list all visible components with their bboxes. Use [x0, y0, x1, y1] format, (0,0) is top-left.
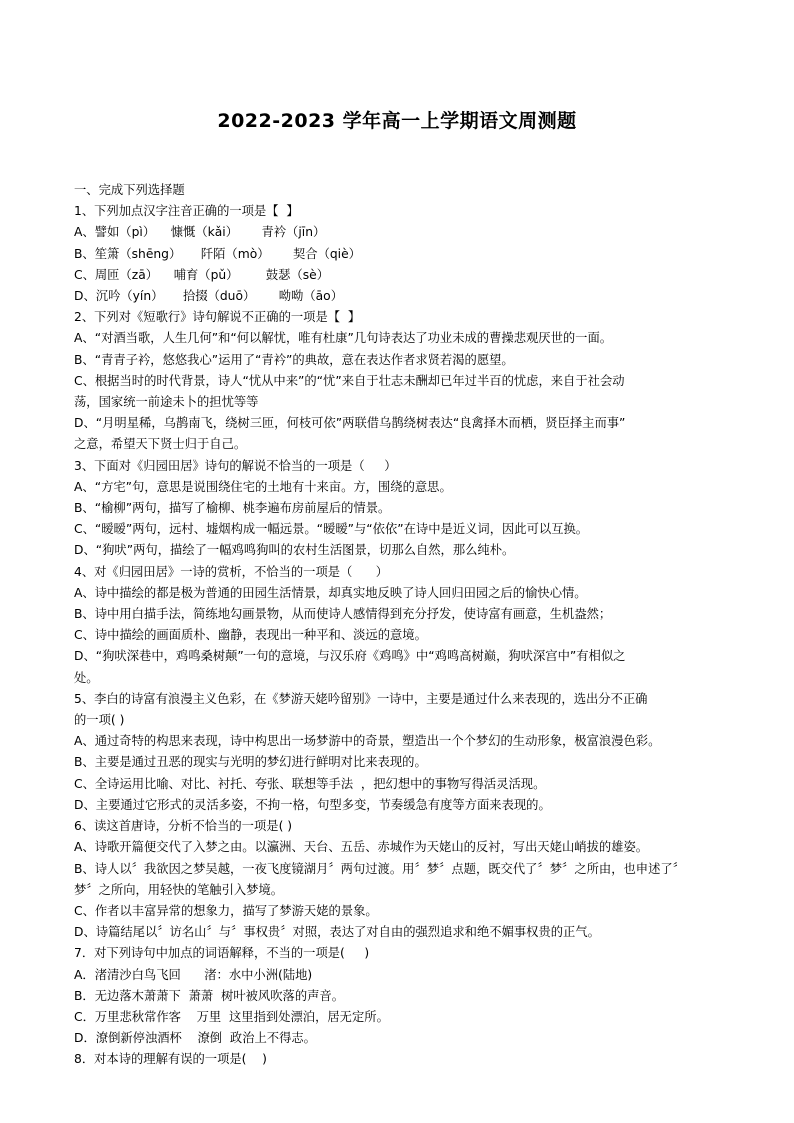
option-line: D、诗篇结尾以〞访名山〞与〞事权贵〞对照，表达了对自由的强烈追求和绝不媚事权贵的正气。	[74, 925, 600, 940]
option-line: 之意，希望天下贤士归于自己。	[74, 437, 247, 452]
option-line: A、“对酒当歌，人生几何”和“何以解忧，唯有杜康”几句诗表达了功业未成的曹操悲观厌世的一面。	[74, 331, 613, 346]
question-line: 的一项( )	[74, 713, 125, 728]
option-line: A、“方宅”句，意思是说围绕住宅的土地有十来亩。方，围绕的意思。	[74, 479, 452, 494]
option-line: 荡，国家统一前途未卜的担忧等等	[74, 395, 259, 410]
option-line: C．万里悲秋常作客 万里 这里指到处漂泊，居无定所。	[74, 1009, 389, 1024]
question-line: 6、读这首唐诗，分析不恰当的一项是( )	[74, 819, 293, 834]
option-line: C、根据当时的时代背景，诗人“忧从中来”的“忧”来自于壮志未酬却已年过半百的忧虑，来自于社会动	[74, 373, 625, 388]
option-line: D、“狗吠深巷中，鸡鸣桑树颠”一句的意境，与汉乐府《鸡鸣》中“鸡鸣高树巅，狗吠深宫中”有相似之	[74, 649, 626, 664]
option-line: B、主要是通过丑恶的现实与光明的梦幻进行鲜明对比来表现的。	[74, 755, 427, 770]
question-body	[74, 180, 724, 1071]
option-line: C、作者以丰富异常的想象力，描写了梦游天姥的景象。	[74, 903, 378, 918]
option-line: B、“青青子衿，悠悠我心”运用了“青衿”的典故，意在表达作者求贤若渴的愿望。	[74, 352, 514, 367]
option-line: C、全诗运用比喻、对比、衬托、夸张、联想等手法 ，把幻想中的事物写得活灵活现。	[74, 776, 546, 791]
question-line: 2、下列对《短歌行》诗句解说不正确的一项是【 】	[74, 310, 361, 325]
option-line: C、诗中描绘的画面质朴、幽静，表现出一种平和、淡远的意境。	[74, 628, 427, 643]
option-line: D、“狗吠”两句，描绘了一幅鸡鸣狗叫的农村生活图景，切那么自然，那么纯朴。	[74, 543, 515, 558]
option-line: D、沉吟（yín） 拾掇（duō） 呦呦（āo）	[74, 289, 343, 304]
option-line: D．潦倒新停浊酒杯 潦倒 政治上不得志。	[74, 1031, 316, 1046]
option-line: B．无边落木萧萧下 萧萧 树叶被风吹落的声音。	[74, 988, 345, 1003]
option-line: D、主要通过它形式的灵活多姿，不拘一格，句型多变，节奏缓急有度等方面来表现的。	[74, 797, 551, 812]
option-line: A、譬如（pì） 慷慨（kǎi） 青衿（jīn）	[74, 225, 326, 240]
question-line: 1、下列加点汉字注音正确的一项是【 】	[74, 204, 299, 219]
page-title: 2022-2023 学年高一上学期语文周测题	[217, 110, 577, 132]
option-line: B、“榆柳”两句，描写了榆柳、桃李遍布房前屋后的情景。	[74, 501, 391, 516]
option-line: A、诗歌开篇便交代了入梦之由。以瀛洲、天台、五岳、赤城作为天姥山的反衬，写出天姥山峭拔的雄姿。	[74, 840, 649, 855]
option-line: B、诗人以〞我欲因之梦吴越，一夜飞度镜湖月〞两句过渡。用〞梦〞点题，既交代了〞梦〞之所由，也申述了〞	[74, 861, 685, 876]
question-line: 4、对《归园田居》一诗的赏析，不恰当的一项是（ ）	[74, 564, 389, 579]
option-line: C、“暧暧”两句，远村、墟烟构成一幅远景。“暧暧”与“依依”在诗中是近义词，因此可以互换。	[74, 522, 589, 537]
question-line: 3、下面对《归园田居》诗句的解说不恰当的一项是（ ）	[74, 458, 397, 473]
option-line: 梦〞之所向，用轻快的笔触引入梦境。	[74, 882, 284, 897]
question-line: 5、李白的诗富有浪漫主义色彩，在《梦游天姥吟留别》一诗中，主要是通过什么来表现的，选出分不正确	[74, 691, 648, 706]
option-line: A、诗中描绘的都是极为普通的田园生活情景，却真实地反映了诗人回归田园之后的愉快心情。	[74, 585, 587, 600]
section-heading: 一、完成下列选择题	[74, 183, 185, 197]
option-line: 处。	[74, 670, 99, 685]
option-line: A．渚清沙白鸟飞回 渚：水中小洲(陆地)	[74, 967, 313, 982]
option-line: C、周匝（zā） 哺育（pǔ） 鼓瑟（sè）	[74, 267, 330, 282]
question-line: 7．对下列诗句中加点的词语解释，不当的一项是( )	[74, 946, 370, 961]
option-line: A、通过奇特的构思来表现，诗中构思出一场梦游中的奇景，塑造出一个个梦幻的生动形象，极富浪漫色彩。	[74, 734, 661, 749]
option-line: B、诗中用白描手法，简练地勾画景物，从而使诗人感情得到充分抒发，使诗富有画意，生机盎然；	[74, 607, 612, 622]
option-line: B、笙箫（shēng） 阡陌（mò） 契合（qiè）	[74, 246, 361, 261]
option-line: D、“月明星稀，乌鹊南飞，绕树三匝，何枝可依”两联借乌鹊绕树表达“良禽择木而栖，贤臣择主而事”	[74, 416, 626, 431]
question-line: 8．对本诗的理解有误的一项是( )	[74, 1052, 267, 1067]
